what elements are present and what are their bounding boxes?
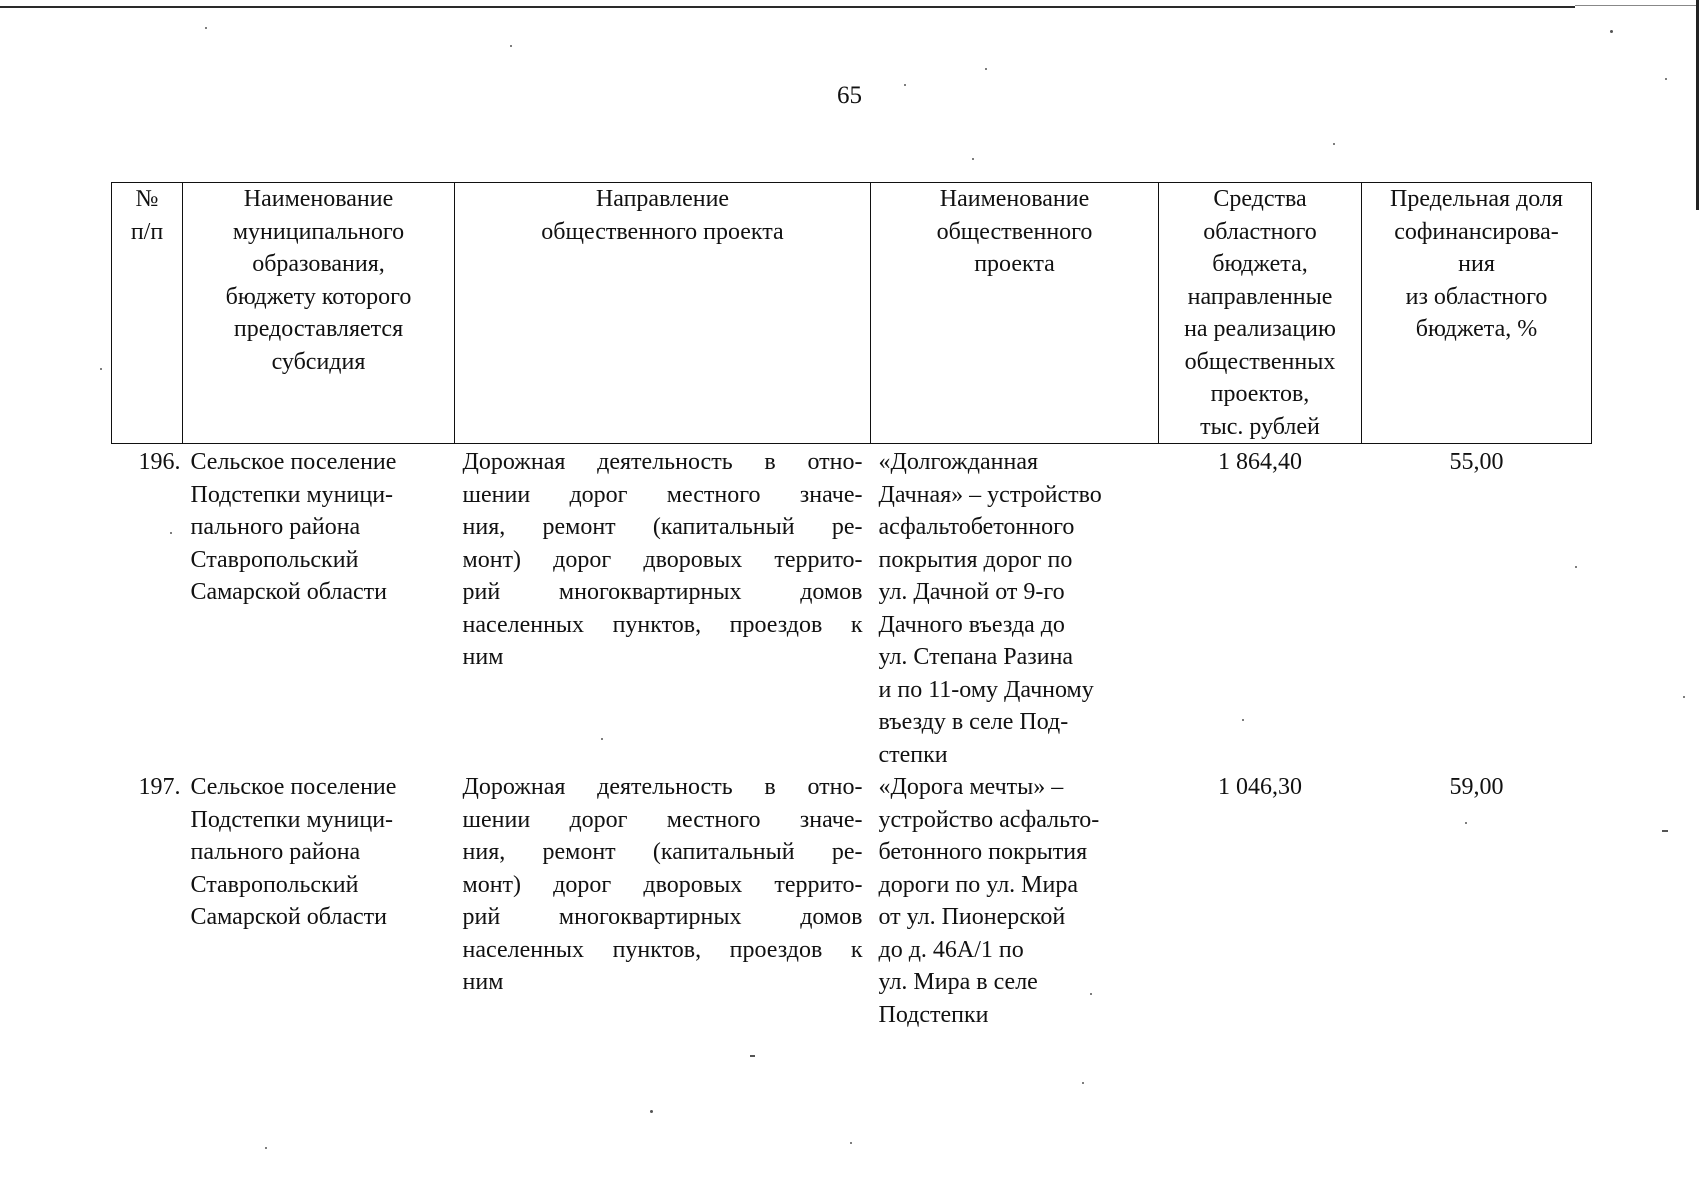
table-row <box>112 444 1592 772</box>
header-share: Предельная доля софинансирова- ния из областного бюджета, % <box>1362 183 1592 444</box>
scan-top-border-faint <box>1575 5 1699 6</box>
scan-speck <box>1242 719 1244 721</box>
scan-speck <box>1665 78 1667 80</box>
header-direction: Направление общественного проекта <box>455 183 871 444</box>
row-funds: 1 864,40 <box>1218 449 1302 475</box>
scan-speck <box>1662 830 1668 832</box>
table-row <box>112 771 1592 1031</box>
row-municipality: Сельское поселение Подстепки муници- пального района Ставропольский Самарской области <box>190 449 397 605</box>
scan-top-border <box>0 6 1575 8</box>
scan-speck <box>1683 696 1685 698</box>
row-funds: 1 046,30 <box>1218 774 1302 800</box>
row-share: 59,00 <box>1449 774 1504 800</box>
row-project-name: «Долгожданная Дачная» – устройство асфальтобетонного покрытия дорог по ул. Дачной от 9-го Дачного въезда до ул. Степана Разина и по 11-ому Дачному въезду в селе Под- степки <box>878 449 1102 768</box>
row-municipality: Сельское поселение Подстепки муници- пального района Ставропольский Самарской области <box>190 774 397 930</box>
page-number-text: 65 <box>837 82 862 109</box>
scan-speck <box>904 84 906 86</box>
header-funds: Средства областного бюджета, направленные на реализацию общественных проектов, тыс. рублей <box>1159 183 1362 444</box>
scan-speck <box>1575 566 1577 568</box>
scan-speck <box>985 68 987 70</box>
page-number <box>0 82 1699 110</box>
row-direction: Дорожная деятельность в отно- шении дорог местного значе- ния, ремонт (капитальный ре- монт) дорог дворовых террито- рий многоквартирных домов населенных пунктов, проездов к ним <box>462 774 863 995</box>
header-row <box>112 183 1592 444</box>
scan-speck <box>170 532 172 534</box>
subsidy-table <box>111 182 1592 1031</box>
row-direction: Дорожная деятельность в отно- шении дорог местного значе- ния, ремонт (капитальный ре- монт) дорог дворовых террито- рий многоквартирных домов населенных пунктов, проездов к ним <box>462 449 863 670</box>
scan-speck <box>850 1142 852 1144</box>
row-project-name: «Дорога мечты» – устройство асфальто- бетонного покрытия дороги по ул. Мира от ул. Пионерской до д. 46А/1 по ул. Мира в селе Подстепки <box>878 774 1100 1028</box>
scan-speck <box>601 738 603 740</box>
scan-speck <box>650 1110 653 1113</box>
scan-speck <box>100 368 102 370</box>
scan-speck <box>265 1147 267 1149</box>
table-header <box>112 183 1592 444</box>
row-number: 197. <box>138 774 181 800</box>
scan-speck <box>750 1055 755 1057</box>
scan-speck <box>1090 993 1092 995</box>
scan-speck <box>1465 822 1467 824</box>
scan-speck <box>1082 1082 1084 1084</box>
header-number: № п/п <box>112 183 183 444</box>
scan-speck <box>1333 143 1335 145</box>
scan-speck <box>1610 30 1613 33</box>
scan-speck <box>972 158 974 160</box>
scan-speck <box>510 45 512 47</box>
header-project-name: Наименование общественного проекта <box>871 183 1159 444</box>
header-municipality: Наименование муниципального образования, бюджету которого предоставляется субсидия <box>183 183 455 444</box>
table-body <box>112 444 1592 1032</box>
row-share: 55,00 <box>1449 449 1504 475</box>
row-number: 196. <box>138 449 181 475</box>
scan-speck <box>205 27 207 29</box>
